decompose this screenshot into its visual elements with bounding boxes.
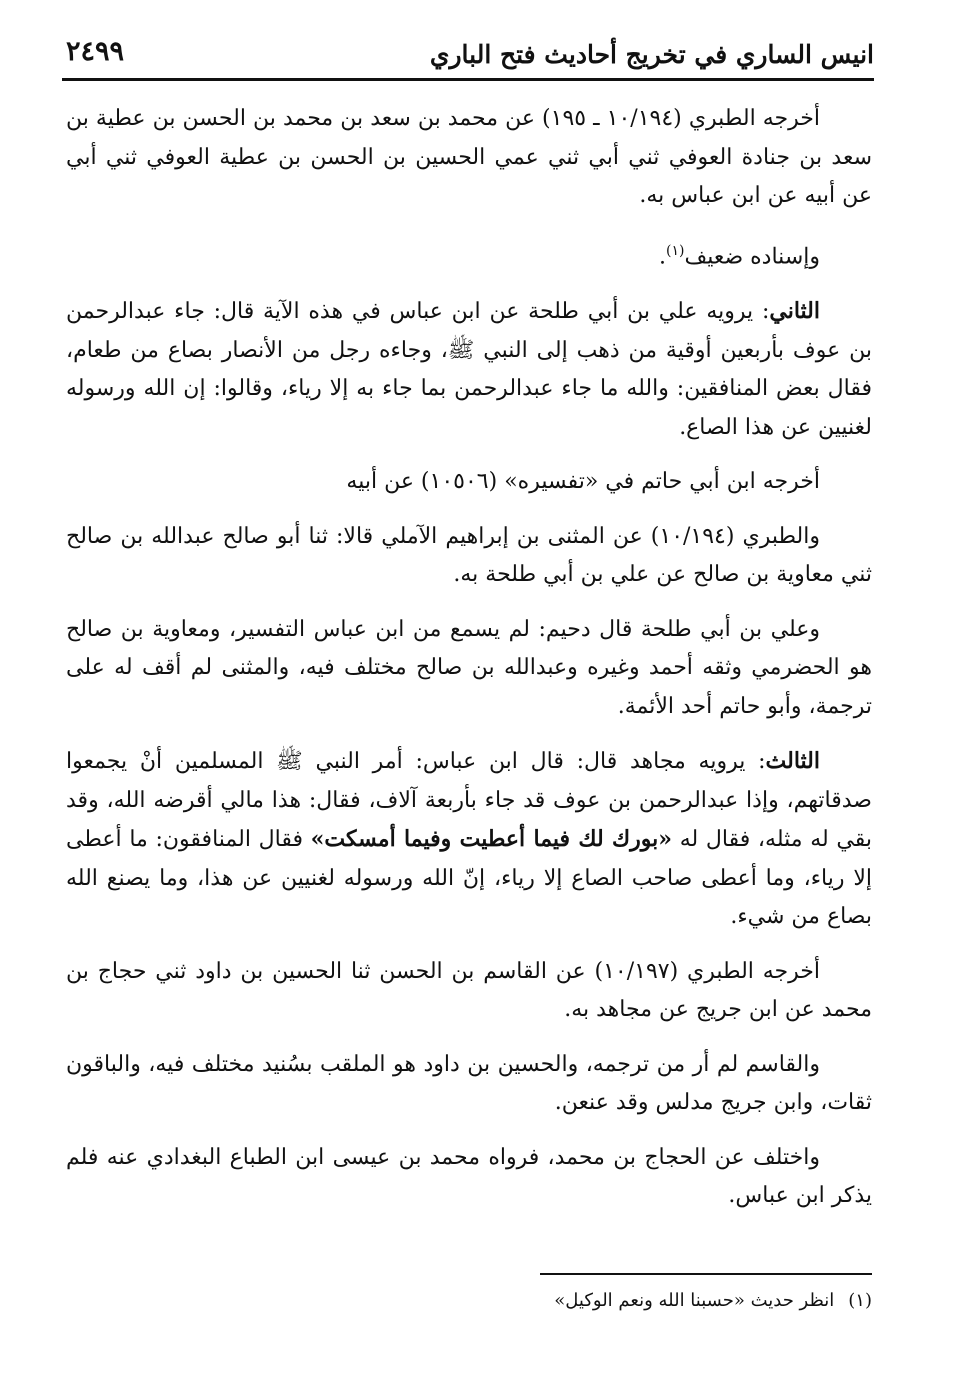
paragraph-2-end: . [658,243,666,269]
page-number: ٢٤٩٩ [66,36,125,67]
paragraph-2-text: وإسناده ضعيف [684,243,820,269]
paragraph-3 [66,292,872,447]
paragraph-8: أخرجه الطبري (١٠/١٩٧) عن القاسم بن الحسن ثنا الحسين بن داود ثني حجاج بن محمد عن ابن جريج عن مجاهد به. [66,958,872,1023]
footnote [554,1290,872,1311]
paragraph-2 [66,232,872,277]
paragraph-7-text-b: فقال المنافقون: ما أعطى إلا رياء، وما أعطى صاحب الصاع إلا رياء، إنّ الله ورسوله لغنيين عن هذا، وما يصنع الله بصاع من شيء. [66,827,872,930]
section-lead-second: الثاني [769,298,820,325]
paragraph-9: والقاسم لم أر من ترجمه، والحسين بن داود هو الملقب بسُنيد مختلف فيه، والباقون ثقات، وابن جريج مدلس وقد عنعن. [66,1051,872,1116]
paragraph-6: وعلي بن أبي طلحة قال دحيم: لم يسمع من ابن عباس التفسير، ومعاوية بن صالح هو الحضرمي وثقه أحمد وغيره وعبدالله بن صالح مختلف فيه، والمثنى لم أقف له على ترجمة، وأبو حاتم أحد الأئمة. [66,616,872,719]
paragraph-3-text: : يرويه علي بن أبي طلحة عن ابن عباس في هذه الآية قال: جاء عبدالرحمن بن عوف بأربعين أوقية من ذهب إلى النبي ﷺ، وجاءه رجل من الأنصار بصاع من طعام، فقال بعض المنافقين: والله ما جاء عبدالرحمن بما جاء به إلا رياء، وقالوا: إن الله ورسوله لغنيين عن هذا الصاع. [66,299,872,440]
footnote-divider [540,1273,872,1275]
paragraph-1: أخرجه الطبري (١٠/١٩٤ ـ ١٩٥) عن محمد بن سعد بن محمد بن الحسن بن عطية بن سعد بن جنادة العوفي ثني أبي ثني عمي الحسين بن الحسن بن عطية العوفي ثني أبي عن أبيه عن ابن عباس به. [66,106,872,208]
paragraph-7-text-a: : يرويه مجاهد قال: قال ابن عباس: أمر النبي ﷺ المسلمين أنْ يجمعوا صدقاتهم، وإذا عبدالرحمن بن عوف قد جاء بأربعة آلاف، فقال: هذا مالي أقرضه الله، وقد بقي له مثله، فقال له [66,749,872,853]
paragraph-10: واختلف عن الحجاج بن محمد، فرواه محمد بن عيسى ابن الطباع البغدادي عنه فلم يذكر ابن عباس. [66,1144,872,1209]
section-lead-third: الثالث [765,748,820,775]
footnote-reference[interactable]: (١) [665,242,685,259]
footnote-number: (١) [848,1290,872,1311]
book-title: انيس الساري في تخريج أحاديث فتح الباري [429,40,874,69]
running-header [62,34,874,81]
paragraph-7 [66,742,872,937]
footnote-text: انظر حديث «حسبنا الله ونعم الوكيل» [554,1290,835,1311]
hadith-quote: «بورك لك فيما أعطيت وفيما أمسكت» [310,826,673,853]
main-text [66,100,872,1232]
paragraph-5: والطبري (١٠/١٩٤) عن المثنى بن إبراهيم الآملي قالا: ثنا أبو صالح عبدالله بن صالح ثني معاوية بن صالح عن علي بن أبي طلحة به. [66,523,872,588]
paragraph-4: أخرجه ابن أبي حاتم في «تفسيره» (١٠٥٠٦) عن أبيه [346,469,820,495]
